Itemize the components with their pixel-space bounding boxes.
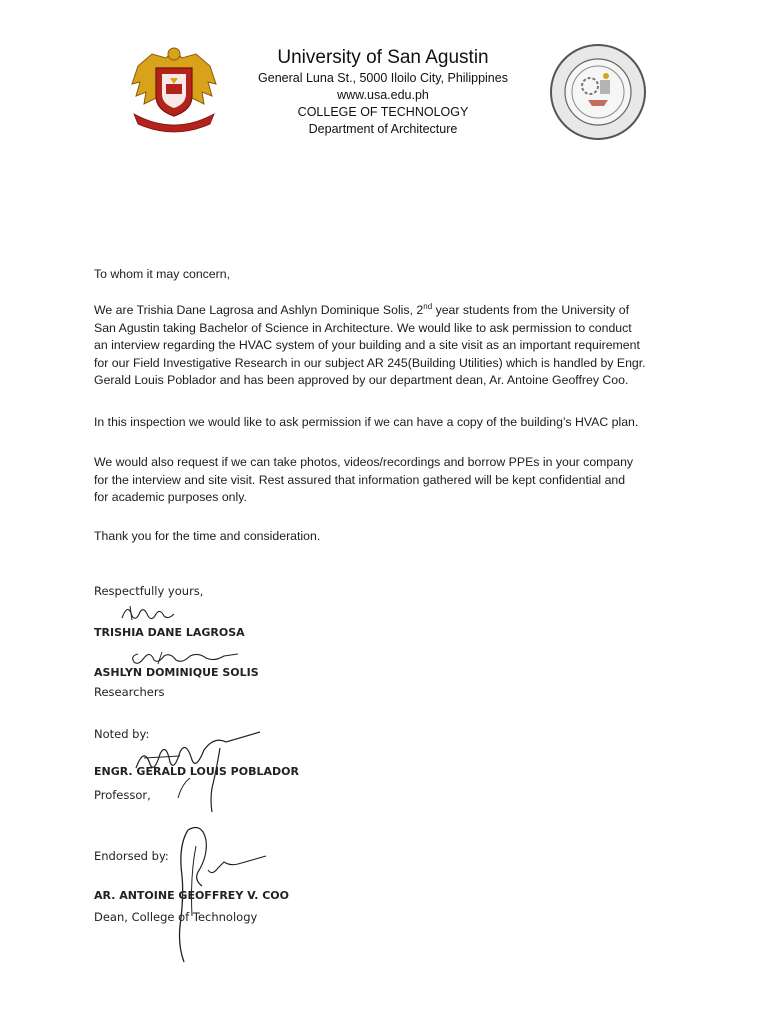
handwritten-signature-1 [118, 600, 188, 626]
paragraph-intro-line [94, 302, 694, 320]
paragraph-intro-line: for our Field Investigative Research in our subject AR 245(Building Utilities) which is handled by Engr. [94, 355, 646, 370]
researcher-name-2: ASHLYN DOMINIQUE SOLIS [94, 666, 259, 679]
salutation: To whom it may concern, [94, 267, 230, 281]
dean-name: AR. ANTOINE GEOFFREY V. COO [94, 889, 289, 902]
university-crest-icon [126, 44, 222, 136]
department-name: Department of Architecture [308, 122, 458, 136]
noted-by-label: Noted by: [94, 727, 150, 741]
paragraph-intro-line: Gerald Louis Poblador and has been approved by our department dean, Ar. Antoine Geoffrey Coo. [94, 373, 629, 388]
paragraph-intro [94, 302, 694, 390]
paragraph-thanks: Thank you for the time and consideration. [94, 529, 321, 543]
researcher-name-1: TRISHIA DANE LAGROSA [94, 626, 245, 639]
professor-name: ENGR. GERALD LOUIS POBLADOR [94, 765, 299, 778]
paragraph-request-line: for academic purposes only. [94, 490, 247, 505]
university-website: www.usa.edu.ph [337, 88, 429, 102]
paragraph-intro-line: San Agustin taking Bachelor of Science in Architecture. We would like to ask permission to conduct [94, 320, 632, 335]
researchers-role: Researchers [94, 685, 165, 699]
closing: Respectfully yours, [94, 584, 204, 598]
superscript: nd [423, 301, 433, 311]
paragraph-request-line: for the interview and site visit. Rest assured that information gathered will be kept confidential and [94, 472, 626, 487]
university-address: General Luna St., 5000 Iloilo City, Philippines [258, 71, 508, 85]
endorsed-by-label: Endorsed by: [94, 849, 169, 863]
paragraph-request [94, 454, 694, 507]
paragraph-request-line: We would also request if we can take photos, videos/recordings and borrow PPEs in your company [94, 455, 634, 469]
letterhead [230, 46, 536, 138]
text-span: We are Trishia Dane Lagrosa and Ashlyn Dominique Solis, 2 [94, 303, 424, 317]
dean-role: Dean, College of Technology [94, 910, 258, 924]
paragraph-inspection: In this inspection we would like to ask permission if we can have a copy of the building’s HVAC plan. [94, 415, 639, 429]
university-name: University of San Agustin [277, 47, 489, 68]
college-of-technology-seal-icon [548, 42, 648, 142]
text-span: year students from the University of [432, 303, 629, 317]
professor-role: Professor, [94, 788, 151, 802]
paragraph-intro-line: an interview regarding the HVAC system of your building and a site visit as an important requirement [94, 338, 640, 353]
college-name: COLLEGE OF TECHNOLOGY [297, 105, 469, 119]
